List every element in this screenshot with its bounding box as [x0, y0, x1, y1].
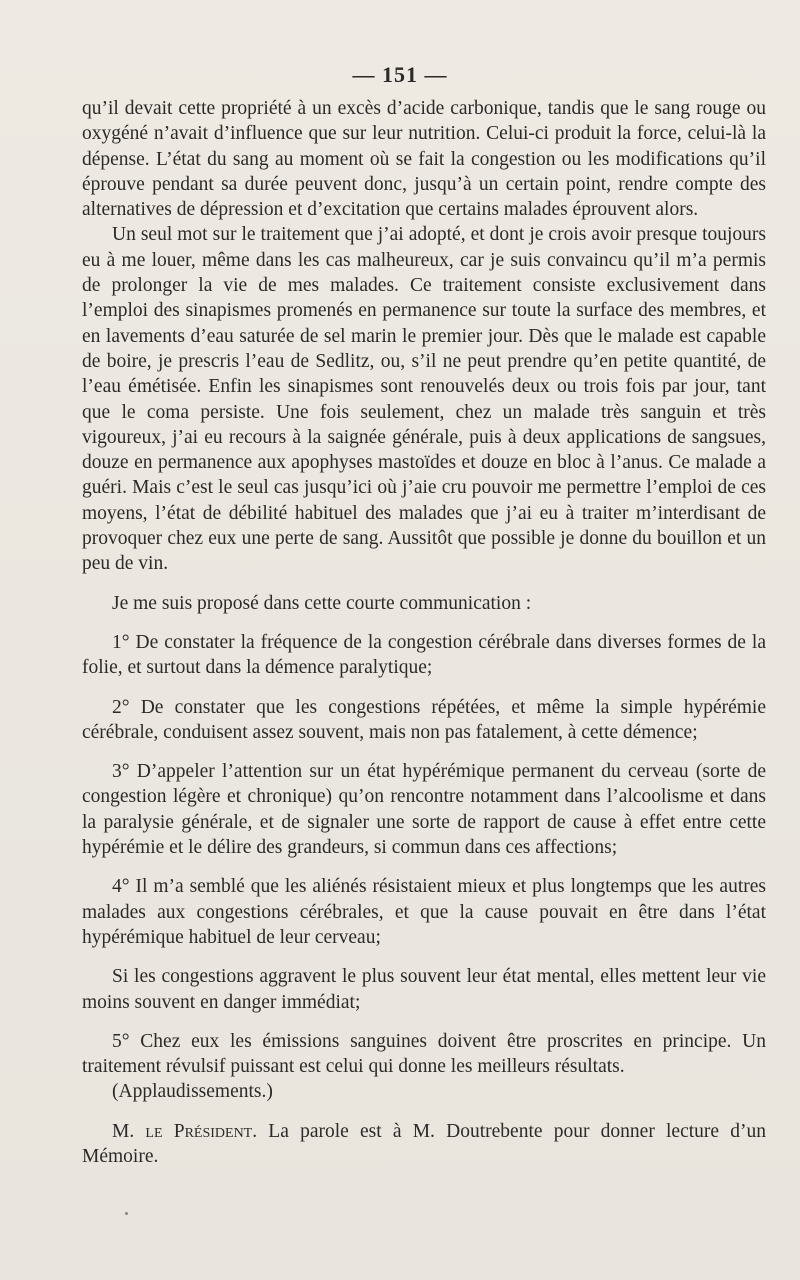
paragraph-intro: Je me suis proposé dans cette courte communication :: [112, 592, 532, 614]
page-number: — 151 —: [352, 62, 448, 87]
conclusion-item-5: 5° Chez eux les émissions sanguines doivent être proscrites en principe. Un traitement révulsif puissant est celui qui donne les meilleurs résultats.: [82, 1030, 766, 1078]
paragraph-treatment: Un seul mot sur le traitement que j’ai adopté, et dont je crois avoir presque toujours eu à me louer, même dans les cas malheureux, car je suis convaincu qu’il m’a permis de prolonger la vie de mes malades. Ce traitement consiste exclusivement dans l’emploi des sinapismes promenés en permanence sur toute la surface des membres, et en lavements d’eau saturée de sel marin le premier jour. Dès que le malade est capable de boire, je prescris l’eau de Sedlitz, ou, s’il ne peut prendre qu’en petite quantité, de l’eau émétisée. Enfin les sinapismes sont renouvelés deux ou trois fois par jour, tant que le coma persiste. Une fois seulement, chez un malade très sanguin et très vigoureux, j’ai eu recours à la saignée générale, puis à deux applications de sangsues, douze en permanence aux apophyses mastoïdes et douze en bloc à l’anus. Ce malade a guéri. Mais c’est le seul cas jusqu’ici où j’aie cru pouvoir me permettre l’emploi de ces moyens, l’état de débilité habituel des malades que j’ai eu à traiter m’interdisant de provoquer chez eux une perte de sang. Aussitôt que possible je donne du bouillon et un peu de vin.: [82, 224, 766, 575]
conclusion-item-4: 4° Il m’a semblé que les aliénés résistaient mieux et plus longtemps que les autres malades aux congestions cérébrales, et que la cause pouvait en être dans l’état hypérémique habituel de leur cerveau;: [82, 876, 766, 948]
conclusion-item-3: 3° D’appeler l’attention sur un état hypérémique permanent du cerveau (sorte de congestion légère et chronique) qu’on rencontre notamment dans l’alcoolisme et dans la paralysie générale, et de signaler une sorte de rapport de cause à effet entre cette hypérémie et le délire des grandeurs, si commun dans ces affections;: [82, 761, 766, 859]
paper-speck: [125, 1212, 128, 1215]
conclusion-item-2: 2° De constater que les congestions répétées, et même la simple hypérémie cérébrale, conduisent assez souvent, mais non pas fatalement, à cette démence;: [82, 696, 766, 743]
conclusion-item-1: 1° De constater la fréquence de la congestion cérébrale dans diverses formes de la folie, et surtout dans la démence paralytique;: [82, 631, 766, 679]
applause-note: (Applaudissements.): [112, 1081, 273, 1103]
speaker-label: M. le Président.: [112, 1120, 258, 1142]
president-statement: [82, 1119, 766, 1170]
body-text: [82, 96, 766, 1169]
paragraph-continuation: qu’il devait cette propriété à un excès d’acide carbonique, tandis que le sang rouge ou oxygéné n’avait d’influence que sur leur nutrition. Celui-ci produit la force, celui-là la dépense. L’état du sang au moment où se fait la congestion ou les modifications qu’il éprouve pendant sa durée peuvent donc, jusqu’à un certain point, rendre compte des alternatives de dépression et d’excitation que certains malades éprouvent alors.: [82, 98, 766, 221]
president-text: La parole est à M. Doutrebente pour donner lecture d’un Mémoire.: [82, 1120, 767, 1167]
paragraph-aggravation: Si les congestions aggravent le plus souvent leur état mental, elles mettent leur vie moins souvent en danger immédiat;: [82, 966, 766, 1013]
